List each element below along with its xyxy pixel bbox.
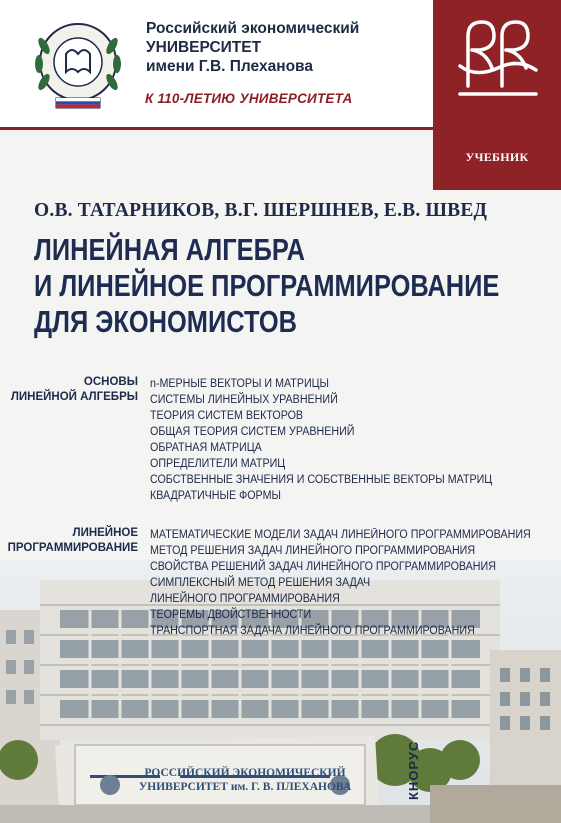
anniversary-caption: К 110-ЛЕТИЮ УНИВЕРСИТЕТА [145, 91, 353, 106]
topic-list-linear-algebra [150, 376, 492, 504]
topic-item: n-МЕРНЫЕ ВЕКТОРЫ И МАТРИЦЫ [150, 378, 330, 390]
book-title-line-1: ЛИНЕЙНАЯ АЛГЕБРА [34, 232, 305, 267]
topic-item: СОБСТВЕННЫЕ ЗНАЧЕНИЯ И СОБСТВЕННЫЕ ВЕКТОРЫ МАТРИЦ [150, 474, 493, 486]
book-title-line-3: ДЛЯ ЭКОНОМИСТОВ [34, 304, 297, 339]
topic-list-linear-programming [150, 527, 531, 639]
book-title [34, 232, 499, 340]
topic-item: ОБРАТНАЯ МАТРИЦА [150, 442, 262, 454]
section-label-line: ЛИНЕЙНОЙ АЛГЕБРЫ [10, 391, 138, 403]
university-name [146, 19, 426, 76]
topic-item: СВОЙСТВА РЕШЕНИЙ ЗАДАЧ ЛИНЕЙНОГО ПРОГРАММИРОВАНИЯ [150, 561, 496, 573]
topic-item: МЕТОД РЕШЕНИЯ ЗАДАЧ ЛИНЕЙНОГО ПРОГРАММИРОВАНИЯ [150, 545, 476, 557]
topic-item: СИМПЛЕКСНЫЙ МЕТОД РЕШЕНИЯ ЗАДАЧ [150, 577, 371, 589]
topic-item: ОПРЕДЕЛИТЕЛИ МАТРИЦ [150, 458, 286, 470]
topic-item: КВАДРАТИЧНЫЕ ФОРМЫ [150, 490, 281, 502]
topic-item: ТЕОРЕМЫ ДВОЙСТВЕННОСТИ [150, 609, 312, 621]
publisher-name: КНОРУС [406, 740, 421, 800]
university-monogram-icon [446, 8, 550, 100]
authors: О.В. ТАТАРНИКОВ, В.Г. ШЕРШНЕВ, Е.В. ШВЕД [34, 200, 488, 221]
university-name-line-2: УНИВЕРСИТЕТ [146, 39, 262, 56]
topic-item: ТЕОРИЯ СИСТЕМ ВЕКТОРОВ [150, 410, 304, 422]
topic-item: СИСТЕМЫ ЛИНЕЙНЫХ УРАВНЕНИЙ [150, 394, 338, 406]
topic-item: ЛИНЕЙНОГО ПРОГРАММИРОВАНИЯ [150, 593, 340, 605]
building-sign [135, 766, 355, 794]
section-label-line: ОСНОВЫ [83, 376, 138, 388]
section-label-linear-programming [8, 526, 138, 556]
university-name-line-3: имени Г.В. Плеханова [146, 58, 313, 75]
topic-item: ОБЩАЯ ТЕОРИЯ СИСТЕМ УРАВНЕНИЙ [150, 426, 355, 438]
topic-item: ТРАНСПОРТНАЯ ЗАДАЧА ЛИНЕЙНОГО ПРОГРАММИРОВАНИЯ [150, 625, 475, 637]
edition-type-label: УЧЕБНИК [465, 150, 529, 164]
section-label-line: ПРОГРАММИРОВАНИЕ [7, 542, 138, 554]
university-name-line-1: Российский экономический [146, 20, 360, 37]
book-title-line-2: И ЛИНЕЙНОЕ ПРОГРАММИРОВАНИЕ [34, 268, 500, 303]
university-emblem-icon [28, 16, 128, 112]
building-sign-line-1: РОССИЙСКИЙ ЭКОНОМИЧЕСКИЙ [144, 767, 346, 779]
section-label-linear-algebra [11, 375, 138, 405]
section-label-line: ЛИНЕЙНОЕ [72, 527, 138, 539]
topic-item: МАТЕМАТИЧЕСКИЕ МОДЕЛИ ЗАДАЧ ЛИНЕЙНОГО ПРОГРАММИРОВАНИЯ [150, 529, 531, 541]
building-sign-line-2: УНИВЕРСИТЕТ им. Г. В. ПЛЕХАНОВА [138, 781, 352, 793]
